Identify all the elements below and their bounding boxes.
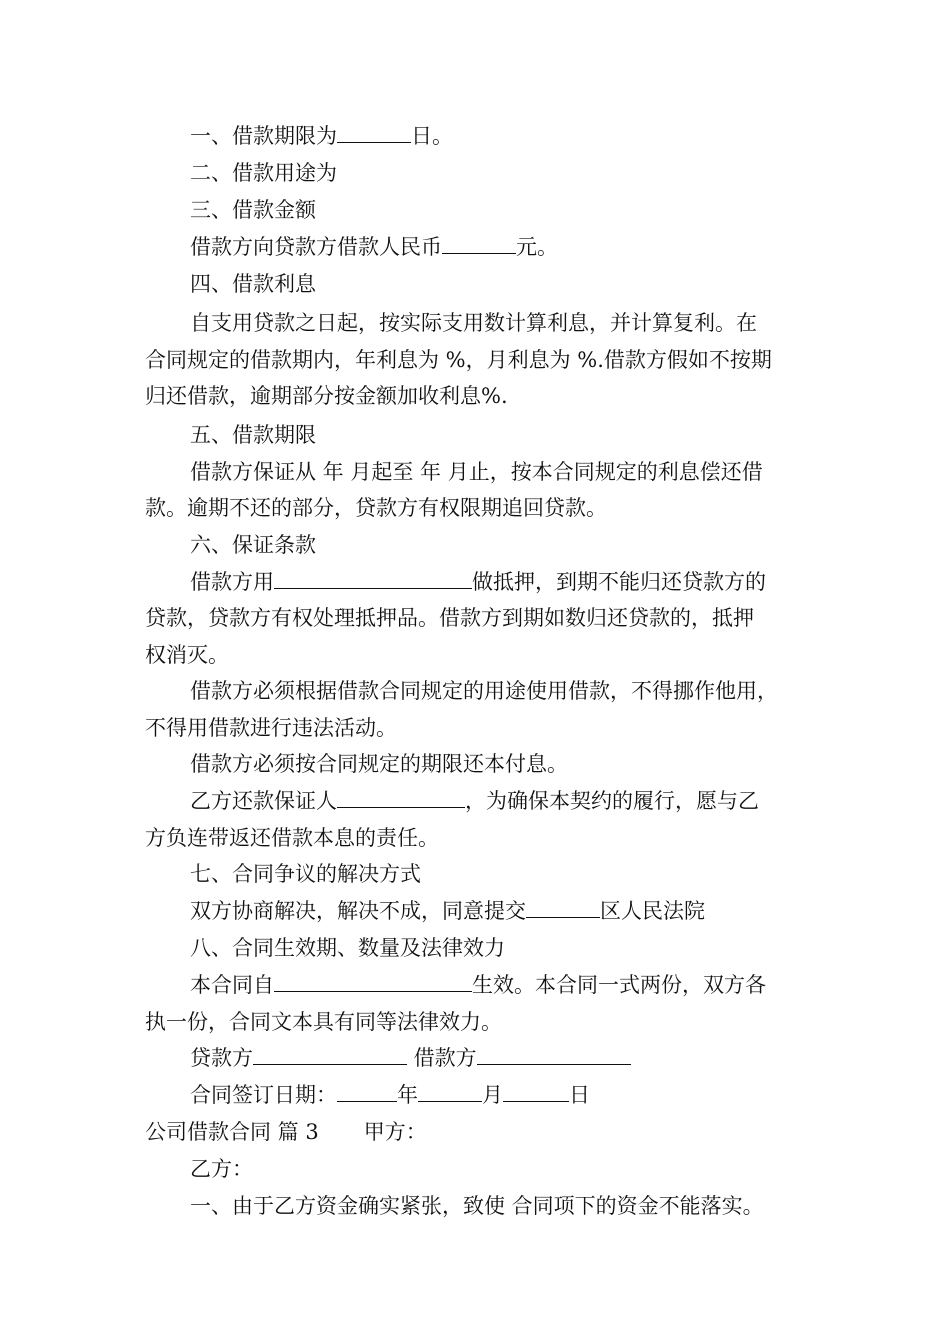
clause-dispute-heading: 七、合同争议的解决方式 xyxy=(190,862,421,886)
blank-effective-date[interactable] xyxy=(274,969,472,992)
signature-line: 贷款方 借款方 xyxy=(145,1040,810,1077)
blank-amount[interactable] xyxy=(442,231,516,254)
blank-lender-signature[interactable] xyxy=(253,1042,407,1065)
blank-borrower-signature[interactable] xyxy=(477,1042,631,1065)
clause-amount: 借款方向贷款方借款人民币 元。 xyxy=(145,229,810,266)
clause-guarantee-text: 借款方用 做抵押，到期不能归还贷款方的 贷款，贷款方有权处理抵押品。借款方到期如数归还贷款的，抵押 权消灭。 xyxy=(145,564,810,674)
blank-guarantor[interactable] xyxy=(337,785,465,808)
clause-effect-text: 本合同自 生效。本合同一式两份，双方各 执一份，合同文本具有同等法律效力。 xyxy=(145,967,810,1040)
contract-document xyxy=(145,118,810,1225)
blank-month[interactable] xyxy=(418,1079,482,1102)
clause-repayment: 借款方必须按合同规定的期限还本付息。 xyxy=(190,752,568,776)
clause-amount-heading: 三、借款金额 xyxy=(190,198,316,222)
blank-collateral[interactable] xyxy=(274,566,472,589)
clause-purpose: 二、借款用途为 xyxy=(190,161,337,185)
blank-day[interactable] xyxy=(503,1079,569,1102)
blank-days[interactable] xyxy=(337,120,411,143)
clause-interest-heading: 四、借款利息 xyxy=(190,272,316,296)
clause-guarantee-heading: 六、保证条款 xyxy=(190,532,316,557)
clause-term: 一、借款期限为 日。 xyxy=(145,118,810,155)
clause-period-heading: 五、借款期限 xyxy=(190,422,316,447)
party-b-label: 乙方： xyxy=(190,1157,253,1181)
clause-period-text: 借款方保证从 年 月起至 年 月止，按本合同规定的利息偿还借 款。逾期不还的部分，贷款方有权限期追回贷款。 xyxy=(145,459,763,520)
section-title-3: 公司借款合同 篇 3 甲方： xyxy=(145,1120,427,1144)
clause-interest-text: 自支用贷款之日起，按实际支用数计算利息，并计算复利。在 合同规定的借款期内，年利息为 %，月利息为 %.借款方假如不按期 归还借款，逾期部分按金额加收利息%. xyxy=(145,311,772,408)
blank-year[interactable] xyxy=(337,1079,397,1102)
clause-funding-text: 一、由于乙方资金确实紧张，致使 合同项下的资金不能落实。 xyxy=(190,1194,764,1218)
clause-effect-heading: 八、合同生效期、数量及法律效力 xyxy=(190,936,505,960)
clause-guarantor-text: 乙方还款保证人 ，为确保本契约的履行，愿与乙 方负连带返还借款本息的责任。 xyxy=(145,783,810,856)
blank-court[interactable] xyxy=(526,895,600,918)
clause-dispute-text: 双方协商解决，解决不成，同意提交 区人民法院 xyxy=(145,893,810,930)
signing-date-line: 合同签订日期： 年 月 日 xyxy=(145,1077,810,1114)
clause-usage-text: 借款方必须根据借款合同规定的用途使用借款，不得挪作他用， 不得用借款进行违法活动。 xyxy=(145,679,778,740)
